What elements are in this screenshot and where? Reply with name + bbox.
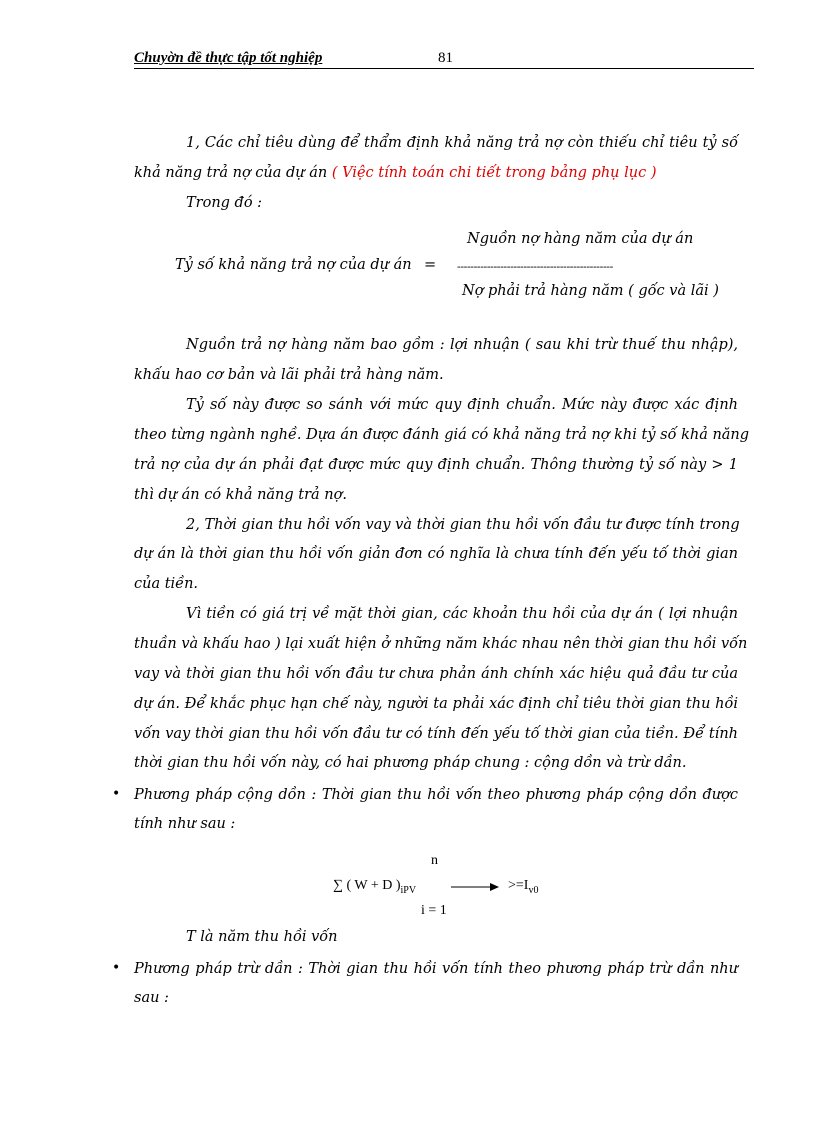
- formula1-lhs: Tỷ số khả năng trả nợ của dự án: [175, 257, 412, 273]
- para3-line1: Tỷ số này được so sánh với mức quy định chuẩn. Mức này được xác định: [186, 397, 738, 413]
- para2-line2: khấu hao cơ bản và lãi phải trả hàng năm.: [134, 367, 444, 383]
- formula2-rhs: [508, 877, 538, 900]
- para2-line1: Nguồn trả nợ hàng năm bao gồm : lợi nhuận ( sau khi trừ thuế thu nhập),: [186, 337, 738, 353]
- para4-line3: của tiền.: [134, 576, 199, 592]
- sum-term: ∑ ( W + D ): [333, 878, 401, 893]
- rhs-subscript: v0: [528, 885, 539, 896]
- header-title: Chuyờn đề thực tập tốt nghiệp: [134, 50, 323, 66]
- rhs-term: >=I: [508, 878, 529, 893]
- formula1-denominator: Nợ phải trả hàng năm ( gốc và lãi ): [462, 283, 719, 299]
- bullet1-line2: tính như sau :: [134, 816, 236, 832]
- arrow-right-icon: [450, 880, 500, 894]
- para3-line4: thì dự án có khả năng trả nợ.: [134, 487, 347, 503]
- bullet-icon: •: [112, 960, 121, 976]
- para5-line2: thuần và khấu hao ) lại xuất hiện ở những năm khác nhau nên thời gian thu hồi vốn: [134, 636, 748, 652]
- para5-line1: Vì tiền có giá trị về mặt thời gian, các khoản thu hồi của dự án ( lợi nhuận: [186, 606, 738, 622]
- para4-line2: dự án là thời gian thu hồi vốn giản đơn có nghĩa là chưa tính đến yếu tố thời gian: [134, 546, 738, 562]
- formula1-fraction-line: -----------------------------------------------: [457, 260, 613, 273]
- para1-line2: [134, 164, 657, 182]
- formula1-numerator: Nguồn nợ hàng năm của dự án: [467, 231, 694, 247]
- bullet2-line1: Phương pháp trừ dần : Thời gian thu hồi vốn tính theo phương pháp trừ dần như: [134, 961, 738, 977]
- page-header: [134, 50, 754, 69]
- para3-line2: theo từng ngành nghề. Dựa án được đánh giá có khả năng trả nợ khi tỷ số khả năng: [134, 427, 750, 443]
- para1-line2-text: khả năng trả nợ của dự án: [134, 165, 332, 181]
- bullet-icon: •: [112, 786, 121, 802]
- sum-expression: [333, 877, 416, 900]
- para5-line6: thời gian thu hồi vốn này, có hai phương pháp chung : cộng dồn và trừ dần.: [134, 755, 687, 771]
- para5-line4: dự án. Để khắc phục hạn chế này, người ta phải xác định chỉ tiêu thời gian thu hồi: [134, 696, 738, 712]
- page-number: 81: [438, 50, 453, 66]
- para5-line5: vốn vay thời gian thu hồi vốn đầu tư có tính đến yếu tố thời gian của tiền. Để tính: [134, 726, 738, 742]
- bullet1-line1: Phương pháp cộng dồn : Thời gian thu hồi vốn theo phương pháp cộng dồn được: [134, 787, 738, 803]
- formula1-equals: =: [424, 257, 437, 273]
- bullet2-line2: sau :: [134, 990, 169, 1006]
- sum-lower-limit: i = 1: [421, 903, 447, 918]
- appendix-reference: ( Việc tính toán chi tiết trong bảng phụ lục ): [331, 165, 657, 181]
- payback-year-note: T là năm thu hồi vốn: [186, 929, 338, 945]
- sum-subscript: iPV: [400, 885, 417, 896]
- para1-line3: Trong đó :: [186, 195, 263, 211]
- para5-line3: vay và thời gian thu hồi vốn đầu tư chưa phản ánh chính xác hiệu quả đầu tư của: [134, 666, 738, 682]
- para1-line1: 1, Các chỉ tiêu dùng để thẩm định khả năng trả nợ còn thiếu chỉ tiêu tỷ số: [186, 135, 738, 151]
- para3-line3: trả nợ của dự án phải đạt được mức quy định chuẩn. Thông thường tỷ số này > 1: [134, 457, 738, 473]
- sum-upper-limit: n: [431, 853, 438, 868]
- para4-line1: 2, Thời gian thu hồi vốn vay và thời gian thu hồi vốn đầu tư được tính trong: [186, 517, 740, 533]
